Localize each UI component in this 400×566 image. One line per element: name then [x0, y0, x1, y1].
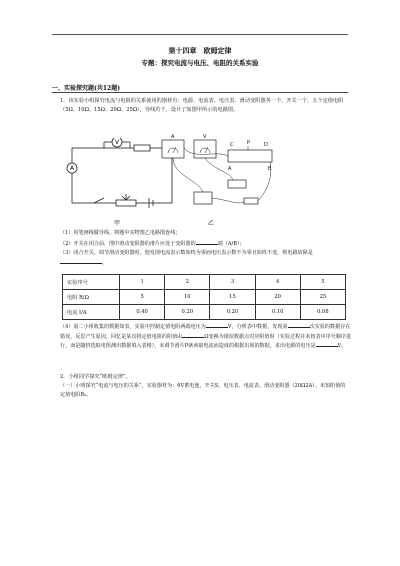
rheostat-label-c: C — [230, 142, 234, 148]
table-cell: 5 — [120, 290, 165, 305]
circuit-wire-loop — [69, 148, 172, 203]
answer-blank[interactable] — [196, 239, 218, 245]
battery-box — [194, 192, 212, 204]
question-2-intro: 2．小组同学探究“欧姆定律”。 — [60, 374, 131, 380]
rheostat-label-a: A — [228, 166, 232, 172]
table-cell: 2 — [165, 275, 210, 290]
table-cell: 3 — [210, 275, 255, 290]
rheostat-label-d: D — [264, 142, 268, 148]
answer-blank[interactable] — [288, 322, 310, 328]
answer-blank[interactable] — [182, 332, 204, 338]
figure-label-yi: 乙 — [208, 220, 215, 227]
table-header-cell: 实验序号 — [63, 275, 120, 290]
table-cell: 0.40 — [120, 305, 165, 320]
table-cell: 0.10 — [255, 305, 300, 320]
table-cell: 15 — [210, 290, 255, 305]
answer-blank[interactable] — [316, 341, 338, 347]
table-cell: 0.08 — [300, 305, 345, 320]
switch-base — [244, 198, 258, 204]
header-rule — [52, 34, 348, 35]
table-header-cell: 电阻 R/Ω — [63, 290, 120, 305]
q2-part-1: （一）小明探究“电流与电压的关系”，实验器材为：6V蓄电池，开关S，电压表、电流表、滑动变阻器（20Ω2A）、未知阻值的定值电阻R₀。 — [60, 383, 346, 398]
answer-blank[interactable] — [60, 258, 102, 264]
table-cell: 25 — [300, 290, 345, 305]
q1-subquestion-3: （3）闭合开关，调节滑动变阻器时，他发现电流表示数始终为零而电压表示数不为零且始终不变，则电路故障是。 — [60, 250, 313, 266]
table-row — [63, 275, 346, 290]
table-cell: 10 — [165, 290, 210, 305]
answer-blank[interactable] — [206, 322, 228, 328]
rheostat-label-b: B — [268, 166, 272, 172]
q1-subquestion-2: （2）开关在闭合前，图中滑动变阻器的滑片应处于变阻器的 端（A/B）； — [60, 241, 245, 247]
ammeter-body — [162, 140, 184, 158]
table-row — [63, 290, 346, 305]
table-cell: 0.20 — [210, 305, 255, 320]
table-cell: 1 — [120, 275, 165, 290]
table-cell: 0.20 — [165, 305, 210, 320]
section-rule — [52, 92, 348, 93]
data-table — [62, 274, 346, 320]
section-title: 一、实验探究题(共12题) — [52, 85, 121, 92]
table-header-cell: 电流 I/A — [63, 305, 120, 320]
apparatus-diagram-yi — [158, 130, 280, 222]
q1-subquestion-1: （1）用笔画线做导线，将题中实物图乙电路图连线； — [60, 230, 181, 236]
table-cell: 4 — [255, 275, 300, 290]
table-row — [63, 305, 346, 320]
topic-title: 专题：探究电流与电压、电阻的关系实验 — [141, 59, 259, 67]
chapter-title: 第十四章 欧姆定律 — [168, 46, 232, 55]
question-1-intro: 1．该实验小组探究电流与电阻的关系使用的器材有：电源、电流表、电压表、滑动变阻器各一个，开关一个，五个定值电阻（5Ω、10Ω、15Ω、20Ω、25Ω），导线若干，设计了如图甲所示的电路图。 — [60, 98, 344, 113]
voltmeter-body — [194, 140, 216, 158]
table-cell: 5 — [300, 275, 345, 290]
q1-subquestion-4: （4）第二小组收集的数据如表，实验中控制定值电阻两端电压为 V，分析表中数据，发现第 次实验的数据存在错误，反思产生原因，回忆是某次将定值电阻的阻值由 Ω变换为错误数据点对应阻值时（实验过程并未按表中序号顺序进行，而是随机选取电阻测出数据填入表格），未调节滑片P就读取电流而造成的根据出现的数据，求出电源的电压是 V。 — [60, 324, 352, 349]
meter-label-v: V — [203, 134, 207, 140]
resistor-block — [228, 180, 246, 188]
figure-label-jia: 甲 — [114, 220, 121, 227]
rheostat-body — [228, 150, 272, 162]
voltmeter-label: V — [114, 139, 120, 146]
table-cell: 20 — [255, 290, 300, 305]
ammeter-label: A — [69, 165, 75, 172]
rheostat-label-p: P — [247, 140, 251, 146]
meter-label-a: A — [171, 134, 175, 140]
